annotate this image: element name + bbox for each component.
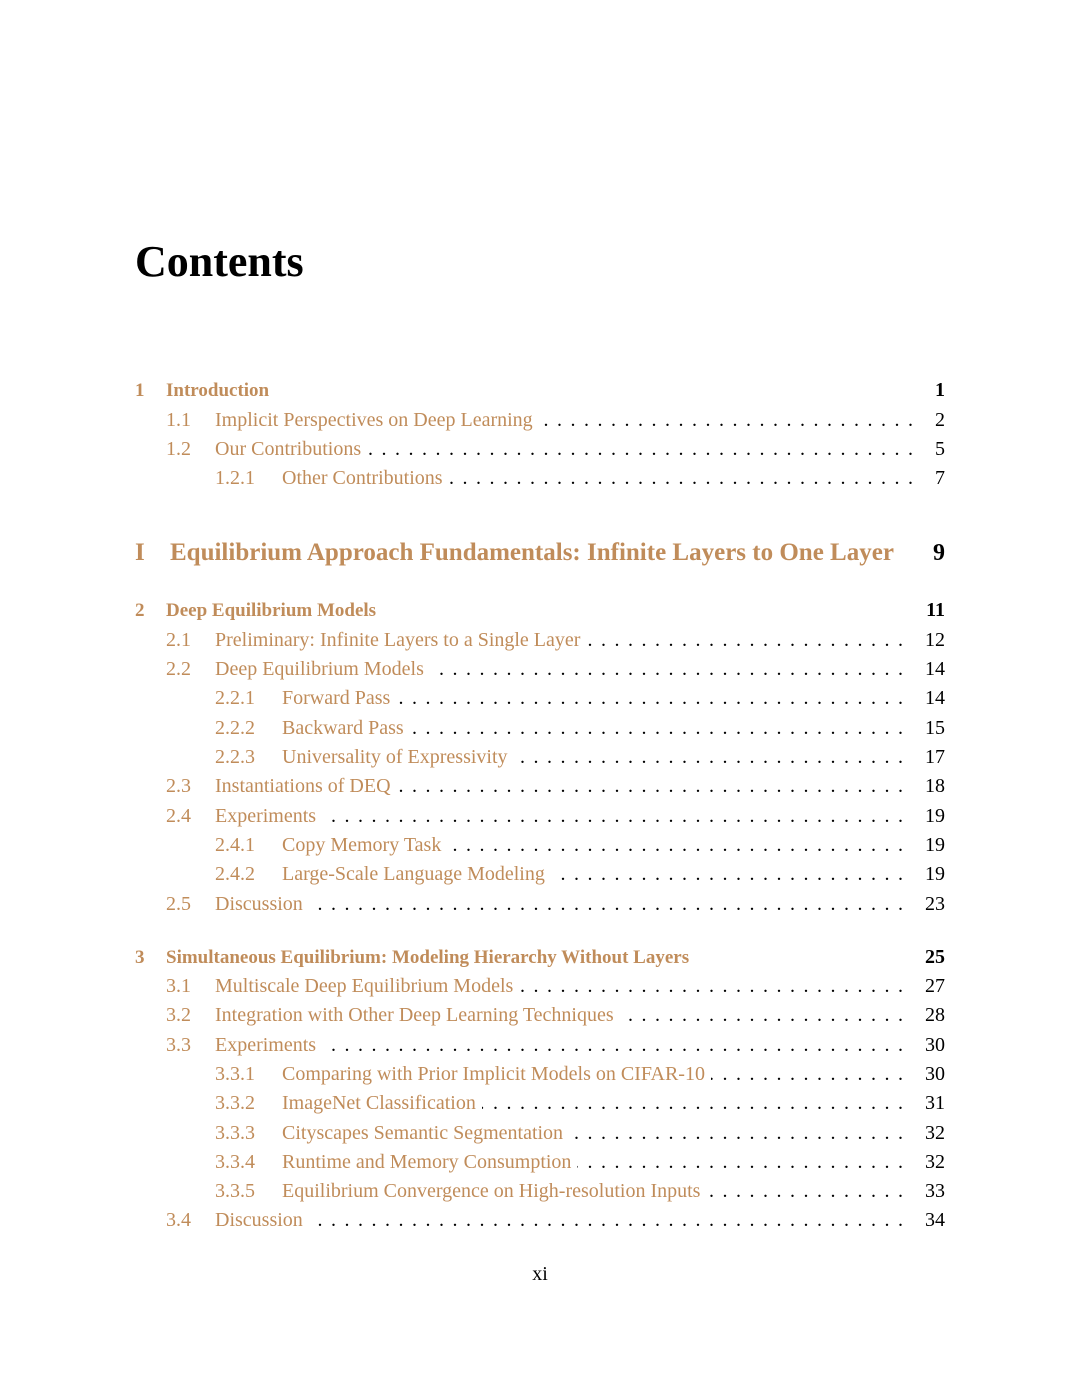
toc-entry[interactable] [135,408,945,438]
toc-entry-number: 1.2.1 [215,467,255,489]
dot-leader [322,804,903,834]
dot-leader [514,745,903,775]
toc-entry[interactable] [135,804,945,834]
toc-entry-title: Integration with Other Deep Learning Techniques [215,1004,614,1026]
toc-entry-page: 27 [925,975,945,997]
toc-entry-page: 34 [925,1209,945,1231]
toc-entry-page: 19 [925,863,945,885]
toc-entry[interactable] [135,833,945,863]
dot-leader [309,892,903,922]
toc-entry-number: 2.5 [166,893,191,915]
toc-entry-number: 2.2 [166,658,191,680]
toc-entry-number: 3.3.3 [215,1122,255,1144]
toc-entry-number: 1.1 [166,409,191,431]
toc-entry[interactable] [135,745,945,775]
toc-entry-page: 7 [935,467,945,489]
toc-entry[interactable] [135,1003,945,1033]
dot-leader [410,716,903,746]
toc-entry-page: 2 [935,409,945,431]
toc-entry-number: 3 [135,947,145,968]
toc-entry-title: Discussion [215,893,303,915]
toc-entry-title: Runtime and Memory Consumption [282,1151,572,1173]
toc-entry-title: Preliminary: Infinite Layers to a Single Layer [215,629,581,651]
dot-leader [396,686,903,716]
toc-entry-page: 25 [925,946,945,968]
toc-entry-title: Forward Pass [282,687,391,709]
toc-entry[interactable] [135,974,945,1004]
toc-entry-page: 31 [925,1092,945,1114]
toc-entry[interactable] [135,1091,945,1121]
toc-entry-number: 2.4.1 [215,834,255,856]
dot-leader [620,1003,903,1033]
toc-entry-title: Discussion [215,1209,303,1231]
toc-entry-title: Experiments [215,1034,317,1056]
toc-entry-title: Large-Scale Language Modeling [282,863,545,885]
toc-entry-title: Comparing with Prior Implicit Models on CIFAR-10 [282,1063,705,1085]
toc-entry[interactable] [135,774,945,804]
toc-entry-title: Experiments [215,805,317,827]
toc-entry-page: 17 [925,746,945,768]
dot-leader [711,1062,903,1092]
toc-entry-number: 2.2.1 [215,687,255,709]
toc-entry-number: 3.1 [166,975,191,997]
toc-entry-title: Deep Equilibrium Models [166,600,377,621]
dot-leader [586,628,903,658]
dot-leader [397,774,903,804]
toc-entry-title: Other Contributions [282,467,443,489]
toc-entry-page: 30 [925,1063,945,1085]
toc-entry-number: 2.4.2 [215,863,255,885]
toc-entry-number: 3.3.2 [215,1092,255,1114]
toc-entry-page: 9 [933,540,945,566]
page-title: Contents [135,237,304,286]
toc-entry[interactable] [135,437,945,467]
toc-entry-page: 19 [925,805,945,827]
toc-entry-number: 2.2.2 [215,717,255,739]
toc-entry[interactable] [135,598,945,628]
dot-leader [367,437,913,467]
toc-entry-number: 2.1 [166,629,191,651]
toc-entry-page: 15 [925,717,945,739]
toc-entry[interactable] [135,1208,945,1238]
toc-entry-title: Our Contributions [215,438,362,460]
toc-entry-number: 1.2 [166,438,191,460]
dot-leader [577,1150,903,1180]
toc-entry-title: ImageNet Classification [282,1092,476,1114]
toc-entry[interactable] [135,628,945,658]
toc-entry-page: 14 [925,687,945,709]
page-number: xi [532,1263,548,1285]
toc-entry[interactable] [135,716,945,746]
toc-entry-number: 3.3.1 [215,1063,255,1085]
toc-entry[interactable] [135,862,945,892]
toc-entry-number: 3.3.4 [215,1151,255,1173]
dot-leader [539,408,913,438]
toc-entry-number: 3.3 [166,1034,191,1056]
toc-entry-number: 2 [135,600,145,621]
toc-entry-page: 12 [925,629,945,651]
toc-entry-number: 2.2.3 [215,746,255,768]
dot-leader [569,1121,903,1151]
toc-entry[interactable] [135,892,945,922]
toc-entry[interactable] [135,1150,945,1180]
toc-entry-page: 28 [925,1004,945,1026]
toc-entry-title: Copy Memory Task [282,834,442,856]
toc-entry[interactable] [135,1179,945,1209]
toc-entry-title: Deep Equilibrium Models [215,658,424,680]
dot-leader [706,1179,903,1209]
dot-leader [482,1091,903,1121]
toc-entry-number: 3.3.5 [215,1180,255,1202]
dot-leader [309,1208,903,1238]
toc-entry-page: 33 [925,1180,945,1202]
toc-entry[interactable] [135,378,945,408]
dot-leader [430,657,903,687]
toc-entry[interactable] [135,686,945,716]
toc-entry-page: 32 [925,1122,945,1144]
toc-entry-title: Instantiations of DEQ [215,775,391,797]
toc-entry[interactable] [135,539,945,573]
toc-entry-page: 30 [925,1034,945,1056]
toc-entry[interactable] [135,466,945,496]
toc-entry-number: 2.3 [166,775,191,797]
dot-leader [447,833,903,863]
dot-leader [519,974,903,1004]
toc-entry-title: Cityscapes Semantic Segmentation [282,1122,564,1144]
toc-entry-number: 3.4 [166,1209,191,1231]
toc-entry-page: 1 [935,379,945,401]
toc-entry-number: I [135,539,145,566]
toc-entry-page: 18 [925,775,945,797]
toc-entry-title: Implicit Perspectives on Deep Learning [215,409,533,431]
toc-entry-page: 23 [925,893,945,915]
toc-entry-title: Equilibrium Approach Fundamentals: Infinite Layers to One Layer [170,539,894,566]
toc-entry-page: 5 [935,438,945,460]
toc-entry[interactable] [135,1033,945,1063]
dot-leader [551,862,903,892]
toc-entry[interactable] [135,657,945,687]
toc-entry-title: Multiscale Deep Equilibrium Models [215,975,514,997]
toc-entry-title: Universality of Expressivity [282,746,508,768]
toc-entry-number: 1 [135,380,145,401]
toc-entry-title: Simultaneous Equilibrium: Modeling Hierarchy Without Layers [166,947,690,968]
toc-entry[interactable] [135,1062,945,1092]
toc-entry-page: 19 [925,834,945,856]
toc-entry-page: 32 [925,1151,945,1173]
dot-leader [322,1033,903,1063]
toc-entry-title: Equilibrium Convergence on High-resolution Inputs [282,1180,701,1202]
toc-entry[interactable] [135,1121,945,1151]
toc-entry-title: Introduction [166,380,270,401]
toc-entry[interactable] [135,945,945,975]
toc-entry-number: 3.2 [166,1004,191,1026]
toc-entry-number: 2.4 [166,805,191,827]
dot-leader [449,466,913,496]
toc-entry-title: Backward Pass [282,717,404,739]
toc-entry-page: 14 [925,658,945,680]
toc-entry-page: 11 [926,599,945,621]
